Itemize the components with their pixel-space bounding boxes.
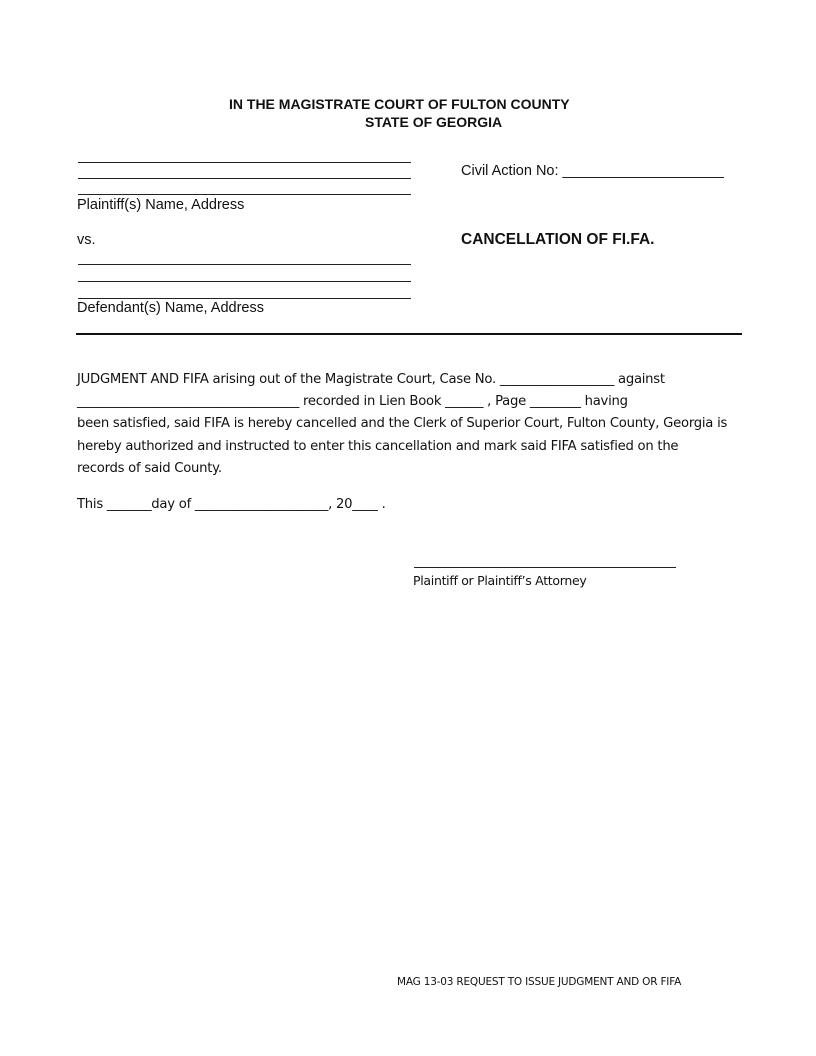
plaintiff-line-1[interactable]	[78, 162, 411, 163]
versus-label: vs.	[77, 232, 96, 248]
court-heading: IN THE MAGISTRATE COURT OF FULTON COUNTY	[229, 96, 570, 112]
body-line-5: records of said County.	[77, 461, 222, 476]
signature-line[interactable]	[414, 567, 676, 568]
body-line-3: been satisfied, said FIFA is hereby cancelled and the Clerk of Superior Court, Fulton County, Georgia is	[77, 416, 728, 431]
body-line-4: hereby authorized and instructed to enter this cancellation and mark said FIFA satisfied on the	[77, 439, 679, 454]
section-divider	[76, 333, 742, 335]
body-line-2: ___________________________________ recorded in Lien Book ______ , Page ________ having	[77, 394, 628, 409]
date-line[interactable]: This _______day of _____________________, 20____ .	[77, 497, 386, 512]
plaintiff-line-3[interactable]	[78, 194, 411, 195]
defendant-line-1[interactable]	[78, 264, 411, 265]
defendant-label: Defendant(s) Name, Address	[77, 300, 264, 316]
form-footer: MAG 13-03 REQUEST TO ISSUE JUDGMENT AND OR FIFA	[397, 976, 682, 988]
defendant-line-2[interactable]	[78, 281, 411, 282]
state-heading: STATE OF GEORGIA	[365, 114, 503, 130]
defendant-line-3[interactable]	[78, 298, 411, 299]
civil-action-field[interactable]: Civil Action No: ____________________	[461, 163, 724, 179]
body-line-1: JUDGMENT AND FIFA arising out of the Magistrate Court, Case No. __________________ against	[77, 372, 665, 387]
document-title: CANCELLATION OF FI.FA.	[461, 231, 655, 248]
signature-caption: Plaintiff or Plaintiff’s Attorney	[413, 573, 587, 588]
plaintiff-line-2[interactable]	[78, 178, 411, 179]
plaintiff-label: Plaintiff(s) Name, Address	[77, 197, 245, 213]
